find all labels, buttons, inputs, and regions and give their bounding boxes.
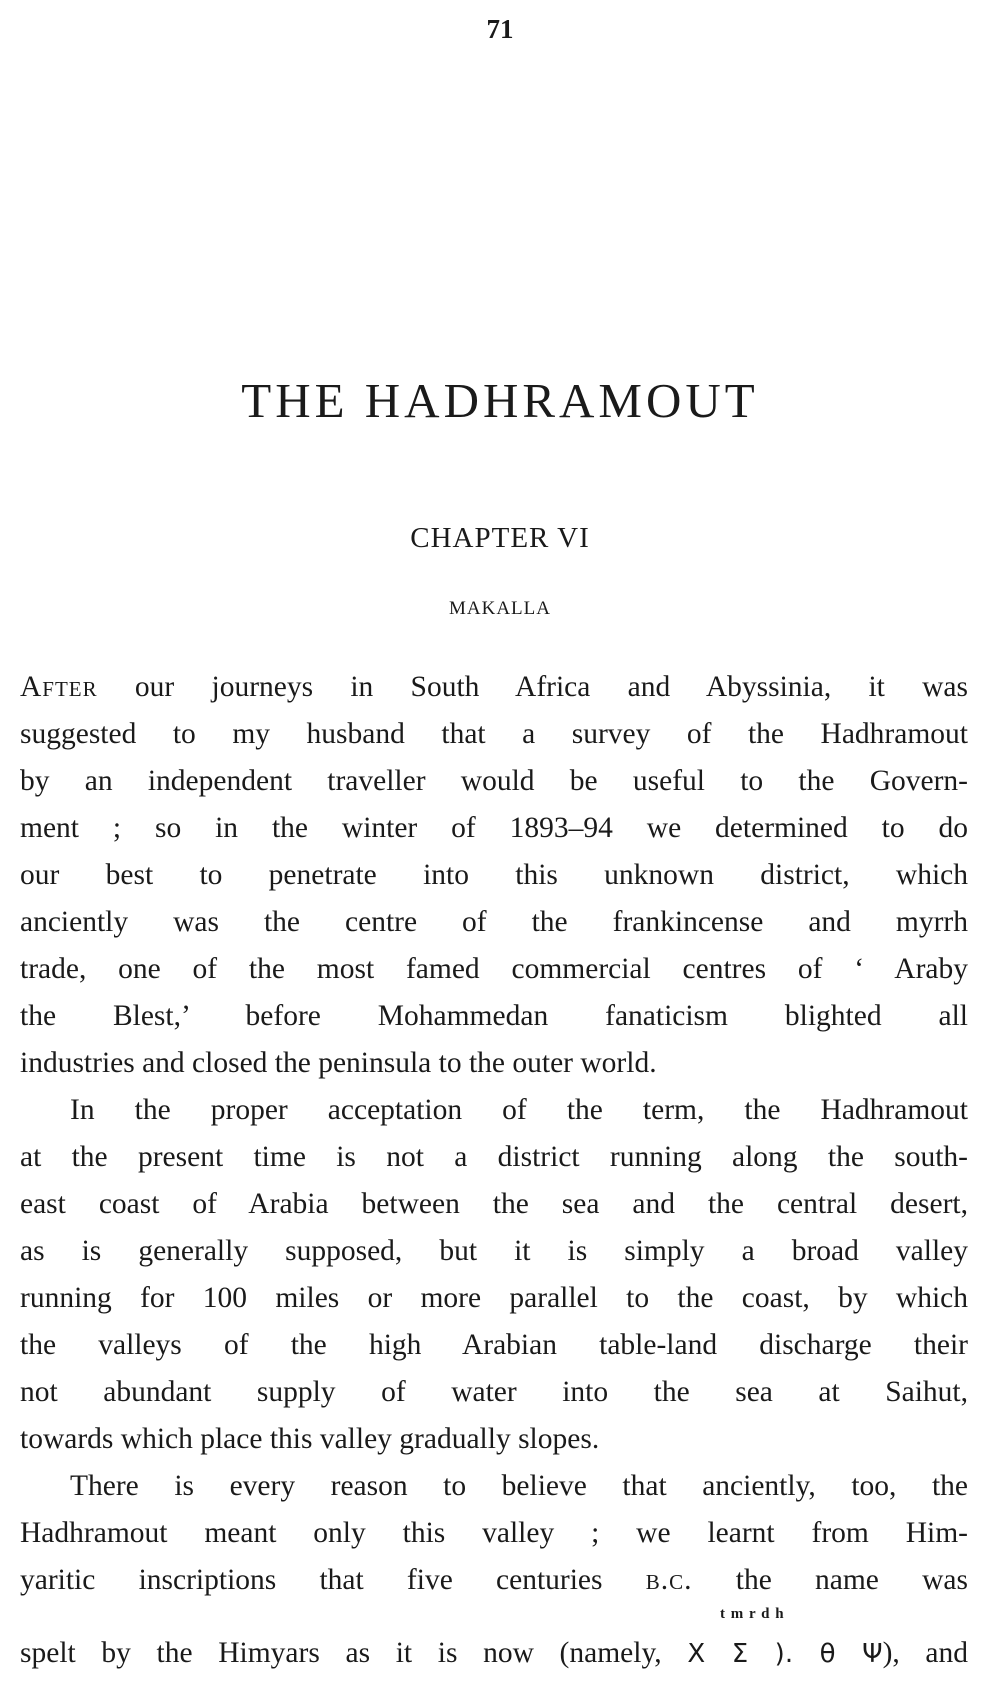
paragraph-3-line: Hadhramout meant only this valley ; we learnt from Him- [20, 1517, 968, 1549]
paragraph-3-final-line: spelt by the Himyars as it is now (namely, X Σ ). θ Ψ), and [20, 1637, 969, 1669]
paragraph-2-line: In the proper acceptation of the term, the Hadhramout [70, 1094, 968, 1126]
body-text [20, 664, 968, 1604]
paragraph-3-line: yaritic inscriptions that five centuries b.c. the name was [20, 1564, 968, 1596]
paragraph-1-line: anciently was the centre of the frankincense and myrrh [20, 906, 968, 938]
paragraph-1-line: the Blest,’ before Mohammedan fanaticism blighted all [20, 1000, 968, 1032]
paragraph-1-line: ment ; so in the winter of 1893–94 we determined to do [20, 812, 968, 844]
paragraph-2-line: at the present time is not a district running along the south- [20, 1141, 968, 1173]
paragraph-2-line: towards which place this valley gradually slopes. [20, 1423, 600, 1455]
paragraph-1-line: suggested to my husband that a survey of the Hadhramout [20, 718, 968, 750]
paragraph-2-line: the valleys of the high Arabian table-land discharge their [20, 1329, 968, 1361]
paragraph-1-line: our best to penetrate into this unknown district, which [20, 859, 968, 891]
paragraph-1-line: After our journeys in South Africa and Abyssinia, it was [20, 671, 968, 703]
paragraph-2-line: not abundant supply of water into the sea at Saihut, [20, 1376, 968, 1408]
chapter-heading: CHAPTER VI [410, 522, 590, 554]
paragraph-lead-word: After [20, 671, 98, 703]
page-number: 71 [486, 14, 514, 44]
bc-abbreviation: b.c. [645, 1564, 693, 1596]
paragraph-1-line: by an independent traveller would be useful to the Govern- [20, 765, 968, 797]
himyaritic-letter-gloss: t m r d h [720, 1606, 785, 1622]
paragraph-3-line: There is every reason to believe that anciently, too, the [70, 1470, 968, 1502]
chapter-subtitle: MAKALLA [449, 598, 551, 619]
paragraph-2-line: as is generally supposed, but it is simply a broad valley [20, 1235, 968, 1267]
himyaritic-script: X Σ ). θ Ψ [687, 1639, 883, 1669]
paragraph-2-line: running for 100 miles or more parallel to the coast, by which [20, 1282, 968, 1314]
paragraph-2-line: east coast of Arabia between the sea and the central desert, [20, 1188, 968, 1220]
book-title: THE HADHRAMOUT [241, 373, 759, 428]
paragraph-1-line: trade, one of the most famed commercial centres of ‘ Araby [20, 953, 968, 985]
paragraph-1-line: industries and closed the peninsula to the outer world. [20, 1047, 657, 1079]
